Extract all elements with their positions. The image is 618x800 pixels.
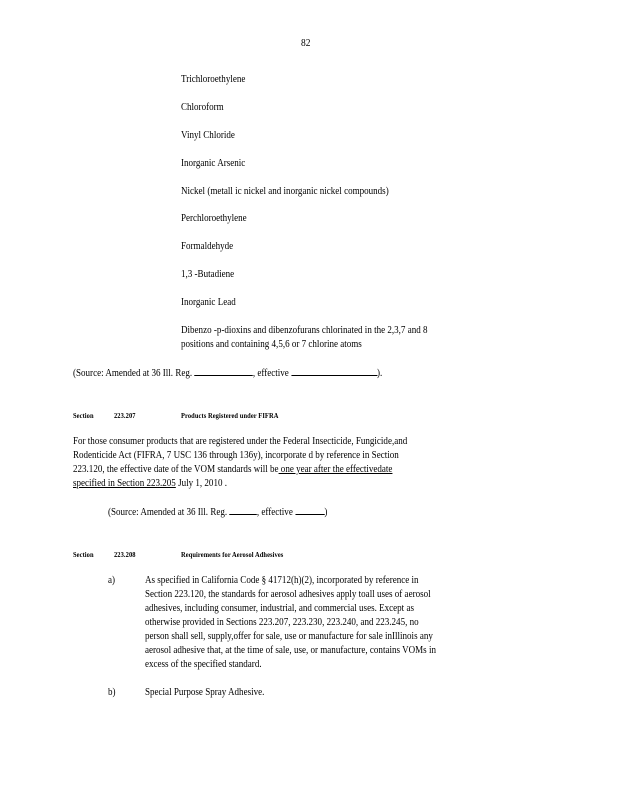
paragraph-line xyxy=(73,477,227,490)
section-number: 223.208 xyxy=(114,550,136,559)
list-item: Perchloroethylene xyxy=(181,213,247,224)
paragraph-line: aerosol adhesive that, at the time of sale, use, or manufacture, contains VOMs in xyxy=(145,645,436,656)
source-note xyxy=(73,365,382,380)
list-item: Vinyl Chloride xyxy=(181,130,235,141)
blank-field xyxy=(291,365,377,376)
paragraph-line: Rodenticide Act (FIFRA, 7 USC 136 through 136y), incorporate d by reference in Section xyxy=(73,450,399,461)
page-number: 82 xyxy=(301,37,311,49)
source-note-prefix: (Source: Amended at 36 Ill. Reg. xyxy=(73,368,193,379)
subsection-marker: b) xyxy=(108,687,116,698)
source-note-middle: , effective xyxy=(256,507,293,518)
section-label: Section xyxy=(73,411,94,420)
inserted-text: one year after the effectivedate xyxy=(278,464,393,475)
list-item: Nickel (metall ic nickel and inorganic nickel compounds) xyxy=(181,186,389,197)
list-item: Chloroform xyxy=(181,102,224,113)
list-item: Formaldehyde xyxy=(181,241,234,252)
paragraph-line xyxy=(73,463,392,476)
paragraph-line: adhesives, including consumer, industrial, and commercial uses. Except as xyxy=(145,603,414,614)
subsection-marker: a) xyxy=(108,575,116,586)
paragraph-line: excess of the specified standard. xyxy=(145,659,262,670)
paragraph-line: Special Purpose Spray Adhesive. xyxy=(145,687,265,698)
blank-field xyxy=(194,365,252,376)
paragraph-text: 223.120, the effective date of the VOM standards will be xyxy=(73,464,279,475)
source-note-suffix: ) xyxy=(324,507,328,518)
inserted-text: specified in Section 223.205 xyxy=(73,478,176,489)
paragraph-line: For those consumer products that are registered under the Federal Insecticide, Fungicide,and xyxy=(73,436,408,447)
source-note-suffix: ). xyxy=(377,368,383,379)
paragraph-text: July 1, 2010 . xyxy=(175,478,228,489)
paragraph-line: Section 223.120, the standards for aerosol adhesives apply toall uses of aerosol xyxy=(145,589,431,600)
paragraph-line: person shall sell, supply,offer for sale, use or manufacture for sale inIllinois any xyxy=(145,631,433,642)
paragraph-line: As specified in California Code § 41712(h)(2), incorporated by reference in xyxy=(145,575,419,586)
list-item: Inorganic Lead xyxy=(181,297,236,308)
section-number: 223.207 xyxy=(114,411,136,420)
list-item: 1,3 -Butadiene xyxy=(181,269,235,280)
blank-field xyxy=(295,504,324,515)
source-note xyxy=(108,504,327,519)
section-label: Section xyxy=(73,550,94,559)
section-title: Products Registered under FIFRA xyxy=(181,411,279,420)
source-note-middle: , effective xyxy=(252,368,289,379)
list-item-continuation: positions and containing 4,5,6 or 7 chlorine atoms xyxy=(181,339,362,350)
list-item: Trichloroethylene xyxy=(181,74,246,85)
section-title: Requirements for Aerosol Adhesives xyxy=(181,550,284,559)
paragraph-line: otherwise provided in Sections 223.207, 223.230, 223.240, and 223.245, no xyxy=(145,617,419,628)
blank-field xyxy=(229,504,257,515)
list-item: Dibenzo -p-dioxins and dibenzofurans chlorinated in the 2,3,7 and 8 xyxy=(181,325,428,336)
list-item: Inorganic Arsenic xyxy=(181,158,246,169)
source-note-prefix: (Source: Amended at 36 Ill. Reg. xyxy=(108,507,228,518)
